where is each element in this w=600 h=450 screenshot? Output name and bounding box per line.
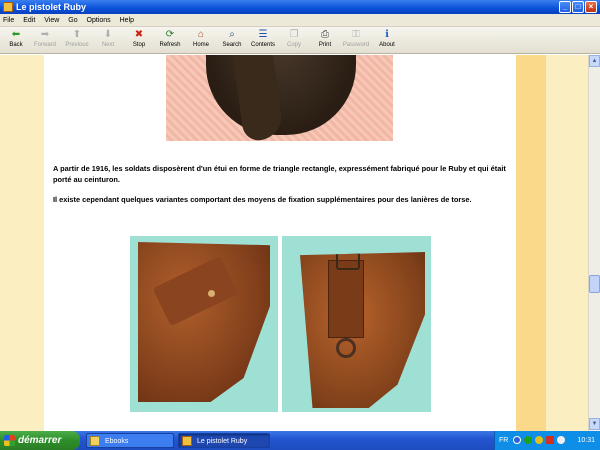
menu-file[interactable]: File — [3, 17, 15, 24]
contents-label: Contents — [250, 42, 275, 48]
holster-stud — [208, 290, 215, 297]
forward-arrow-icon: ➡ — [40, 29, 50, 40]
forward-button[interactable] — [29, 29, 61, 48]
print-label: Print — [318, 42, 332, 48]
copy-icon: ❐ — [289, 29, 299, 40]
task-ebooks[interactable] — [86, 433, 174, 448]
search-button[interactable] — [216, 29, 248, 48]
holster-photo-right — [282, 236, 431, 412]
refresh-icon: ⟳ — [165, 29, 175, 40]
refresh-label: Refresh — [159, 42, 181, 48]
right-accent-strip — [516, 55, 546, 431]
start-label: démarrer — [18, 435, 62, 446]
next-button[interactable] — [92, 29, 124, 48]
title-bar — [0, 0, 600, 14]
left-margin-strip — [0, 55, 44, 431]
windows-logo-icon — [4, 435, 15, 446]
about-label: About — [379, 42, 395, 48]
about-button[interactable] — [371, 29, 403, 48]
paragraph-1: A partir de 1916, les soldats disposèrent d'un étui en forme de triangle rectangle, expressément fabriqué pour le Ruby et qui était porté au ceinturon. — [53, 164, 506, 184]
task-ebooks-label: Ebooks — [105, 438, 129, 445]
holster-left-shape — [138, 242, 270, 402]
printer-icon: ⎙ — [321, 29, 329, 40]
d-ring — [336, 338, 356, 358]
back-arrow-icon: ⬅ — [11, 29, 21, 40]
app-icon — [3, 2, 13, 12]
down-arrow-icon: ⬇ — [103, 29, 113, 40]
holster-shape — [206, 55, 356, 135]
belt-loop — [328, 260, 364, 338]
toolbar — [0, 27, 600, 54]
network-icon[interactable] — [513, 436, 521, 444]
taskbar — [0, 431, 600, 450]
home-icon: ⌂ — [197, 29, 205, 40]
messenger-icon[interactable] — [535, 436, 543, 444]
up-arrow-icon: ⬆ — [72, 29, 82, 40]
minimize-button[interactable]: _ — [559, 1, 571, 13]
menu-help[interactable]: Help — [119, 17, 135, 24]
back-label: Back — [9, 42, 23, 48]
page-content — [0, 55, 588, 431]
menu-go[interactable]: Go — [68, 17, 78, 24]
close-button[interactable]: × — [585, 1, 597, 13]
print-button[interactable] — [309, 29, 341, 48]
buckle — [336, 252, 360, 270]
vertical-scrollbar[interactable] — [588, 55, 600, 431]
menu-bar — [0, 14, 600, 27]
folder-icon — [90, 436, 100, 446]
key-icon: ⚿ — [352, 29, 360, 40]
copy-button[interactable] — [278, 29, 310, 48]
previous-button[interactable] — [61, 29, 93, 48]
scroll-down-arrow[interactable]: ▼ — [589, 418, 600, 430]
security-icon[interactable] — [524, 436, 532, 444]
menu-options[interactable]: Options — [86, 17, 111, 24]
stop-icon: ✖ — [134, 29, 144, 40]
previous-label: Previous — [65, 42, 89, 48]
home-label: Home — [192, 42, 209, 48]
right-margin-strip — [546, 55, 588, 431]
forward-label: Forward — [33, 42, 56, 48]
stop-label: Stop — [132, 42, 146, 48]
back-button[interactable] — [0, 29, 32, 48]
password-button[interactable] — [340, 29, 372, 48]
contents-icon: ☰ — [258, 29, 268, 40]
refresh-button[interactable] — [154, 29, 186, 48]
search-label: Search — [222, 42, 242, 48]
mail-icon[interactable] — [546, 436, 554, 444]
search-icon: ⌕ — [229, 29, 235, 40]
task-le-pistolet-ruby[interactable] — [178, 433, 270, 448]
info-icon: ℹ — [385, 29, 389, 40]
task-ruby-label: Le pistolet Ruby — [197, 438, 248, 445]
menu-view[interactable]: View — [44, 17, 60, 24]
window-title: Le pistolet Ruby — [16, 2, 87, 12]
password-label: Password — [342, 42, 370, 48]
help-app-icon — [182, 436, 192, 446]
menu-edit[interactable]: Edit — [23, 17, 36, 24]
clock: 10:31 — [577, 437, 595, 444]
holster-photo-left — [130, 236, 278, 412]
holster-flap — [153, 256, 239, 327]
home-button[interactable] — [185, 29, 217, 48]
system-tray — [494, 431, 600, 450]
contents-button[interactable] — [247, 29, 279, 48]
start-button[interactable] — [0, 431, 80, 450]
language-indicator[interactable]: FR — [499, 437, 509, 444]
scroll-thumb[interactable] — [589, 275, 600, 293]
volume-icon[interactable] — [557, 436, 565, 444]
next-label: Next — [101, 42, 115, 48]
maximize-button[interactable]: □ — [572, 1, 584, 13]
stop-button[interactable] — [123, 29, 155, 48]
scroll-up-arrow[interactable]: ▲ — [589, 55, 600, 67]
holster-photo-top — [166, 55, 393, 141]
paragraph-2: Il existe cependant quelques variantes comportant des moyens de fixation supplémentaires pour des lanières de torse. — [53, 195, 472, 204]
holster-right-shape — [300, 252, 425, 408]
copy-label: Copy — [286, 42, 301, 48]
